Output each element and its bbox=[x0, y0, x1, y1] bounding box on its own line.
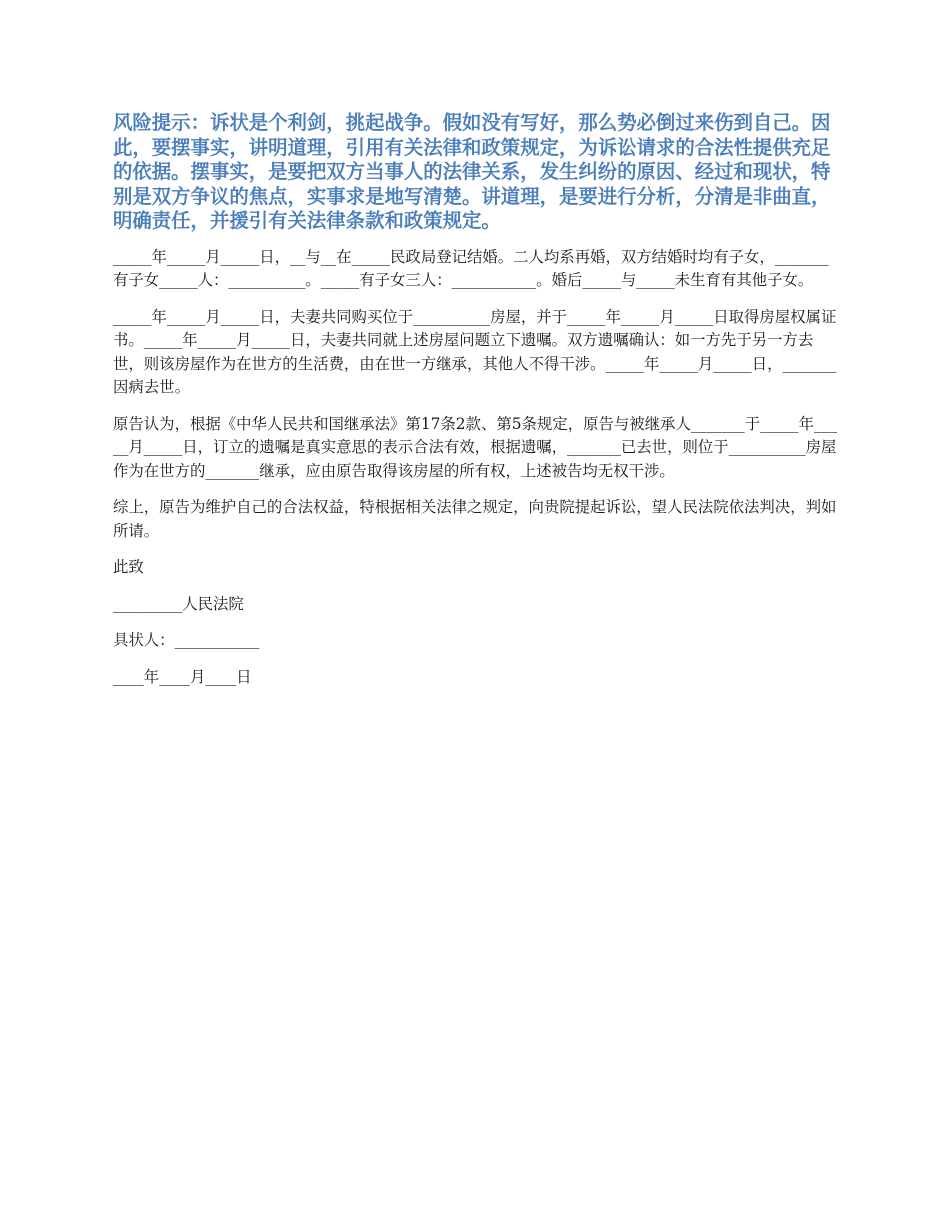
paragraph-plaintiff-claim: 原告认为，根据《中华人民共和国继承法》第17条2款、第5条规定，原告与被继承人_______于_____年_____月_____日，订立的遗嘱是真实意思的表示合法有效，根据遗嘱，_______已去世，则位于__________房屋作为在世方的_______继承，应由原告取得该房屋的所有权，上述被告均无权干涉。 bbox=[113, 414, 838, 480]
paragraph-house-will: _____年_____月_____日，夫妻共同购买位于__________房屋，并于_____年_____月_____日取得房屋权属证书。_____年_____月_____日，夫妻共同就上述房屋问题立下遗嘱。双方遗嘱确认：如一方先于另一方去世，则该房屋作为在世方的生活费，由在世一方继承，其他人不得干涉。_____年_____月_____日，_______因病去世。 bbox=[113, 307, 837, 396]
court-name: _________人民法院 bbox=[113, 594, 244, 613]
salutation: 此致 bbox=[113, 558, 144, 576]
paragraph-conclusion: 综上，原告为维护自己的合法权益，特根据相关法律之规定，向贵院提起诉讼，望人民法院依法判决，判如所请。 bbox=[113, 498, 837, 540]
document-page bbox=[113, 111, 839, 702]
date-line: ____年____月____日 bbox=[113, 667, 252, 686]
risk-notice: 风险提示：诉状是个利剑，挑起战争。假如没有写好，那么势必倒过来伤到自己。因此，要摆事实，讲明道理，引用有关法律和政策规定，为诉讼请求的合法性提供充足的依据。摆事实，是要把双方当事人的法律关系，发生纠纷的原因、经过和现状，特别是双方争议的焦点，实事求是地写清楚。讲道理，是要进行分析，分清是非曲直，明确责任，并援引有关法律条款和政策规定。 bbox=[113, 111, 831, 232]
signer-line: 具状人：___________ bbox=[113, 631, 260, 649]
paragraph-marriage: _____年_____月_____日，__与__在_____民政局登记结婚。二人均系再婚，双方结婚时均有子女，_______有子女_____人：__________。_____有子女三人：___________。婚后_____与_____未生育有其他子女。 bbox=[113, 247, 829, 289]
